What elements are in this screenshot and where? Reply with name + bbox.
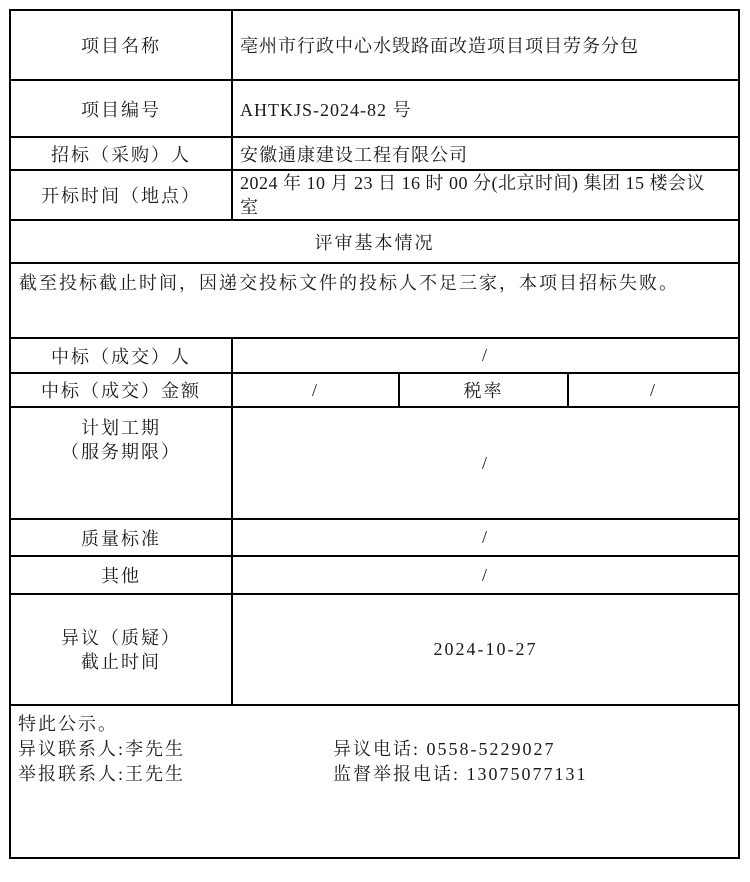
table-row-other [10, 556, 739, 594]
table-row-objection-deadline [10, 594, 739, 705]
objection-deadline-label-line2: 截止时间 [81, 651, 161, 672]
winner-label: 中标（成交）人 [10, 338, 232, 373]
objection-deadline-label-line1: 异议（质疑） [61, 627, 181, 648]
bid-opening-label: 开标时间（地点） [10, 170, 232, 220]
duration-label [10, 407, 232, 519]
footer-announcement: 特此公示。 [18, 714, 118, 734]
table-row-footer [10, 705, 739, 858]
footer-report-line [18, 762, 730, 787]
duration-label-line1: 计划工期 [81, 418, 161, 438]
objection-deadline-value: 2024-10-27 [232, 594, 739, 705]
table-row-quality [10, 519, 739, 556]
objection-contact: 异议联系人:李先生 [18, 739, 186, 759]
bid-opening-value [232, 170, 739, 220]
tax-rate-value: / [568, 373, 739, 407]
amount-value: / [232, 373, 399, 407]
winner-value: / [232, 338, 739, 373]
quality-label: 质量标准 [10, 519, 232, 556]
table-row-bid-opening [10, 170, 739, 220]
bid-opening-value-line2: 室 [240, 197, 259, 217]
bid-opening-value-line1: 2024 年 10 月 23 日 16 时 00 分(北京时间) 集团 15 楼会议 [240, 173, 705, 193]
tenderer-value: 安徽通康建设工程有限公司 [232, 137, 739, 170]
table-row-project-name [10, 10, 739, 80]
review-section-title: 评审基本情况 [10, 220, 739, 263]
other-value: / [232, 556, 739, 594]
amount-label: 中标（成交）金额 [10, 373, 232, 407]
table-row-winner [10, 338, 739, 373]
quality-value: / [232, 519, 739, 556]
objection-phone: 异议电话: 0558-5229027 [333, 739, 556, 759]
footer-objection-line [18, 737, 730, 762]
table-row-tenderer [10, 137, 739, 170]
table-row-amount [10, 373, 739, 407]
project-name-label: 项目名称 [10, 10, 232, 80]
bid-result-table [9, 9, 740, 859]
table-row-project-number [10, 80, 739, 137]
project-name-value: 亳州市行政中心水毁路面改造项目项目劳务分包 [232, 10, 739, 80]
footer-section [10, 705, 739, 858]
objection-deadline-label [10, 594, 232, 705]
tenderer-label: 招标（采购）人 [10, 137, 232, 170]
duration-label-line2: （服务期限） [61, 442, 181, 462]
review-result-text: 截至投标截止时间，因递交投标文件的投标人不足三家，本项目招标失败。 [10, 263, 739, 338]
project-number-value: AHTKJS-2024-82 号 [232, 80, 739, 137]
report-contact: 举报联系人:王先生 [18, 764, 186, 784]
table-row-review-title [10, 220, 739, 263]
tax-rate-label: 税率 [399, 373, 568, 407]
other-label: 其他 [10, 556, 232, 594]
duration-value: / [232, 407, 739, 519]
table-row-duration [10, 407, 739, 519]
project-number-label: 项目编号 [10, 80, 232, 137]
table-row-review-result [10, 263, 739, 338]
report-phone: 监督举报电话: 13075077131 [333, 764, 588, 784]
